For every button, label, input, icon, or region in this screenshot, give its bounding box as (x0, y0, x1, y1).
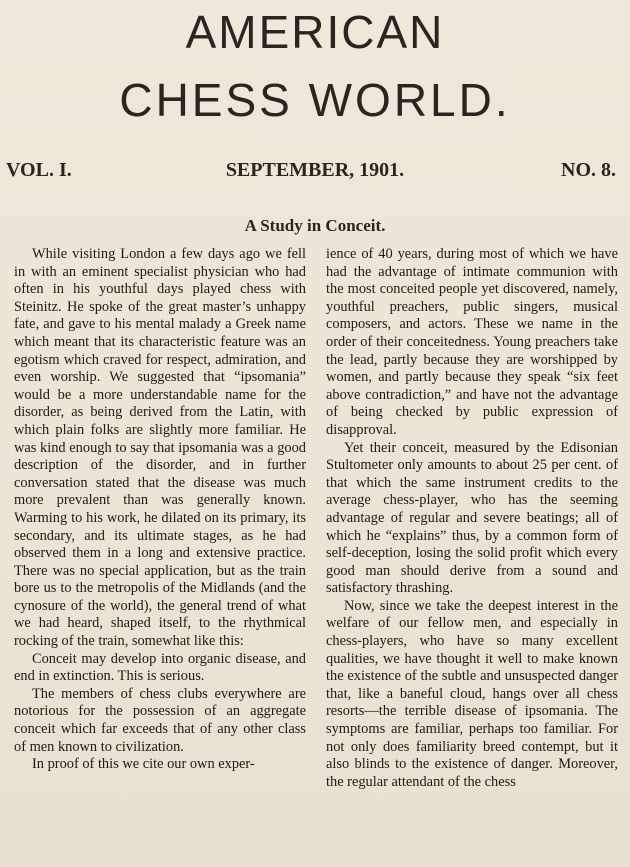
issue-date: SEPTEMBER, 1901. (225, 159, 405, 181)
paragraph: Now, since we take the deepest interest in the welfare of our fellow men, and especially in chess-players, who have so many excellent qualities, we have thought it well to make known the existence of the subtle and unsuspected danger that, like a baneful cloud, hangs over all chess resorts—the terrible disease of ipsomania. The symptoms are familiar, perhaps too familiar. For not only does familiarity breed contempt, but it also blinds to the existence of danger. Moreover, the regular attendant of the chess (326, 597, 618, 790)
article-column-left (14, 246, 306, 774)
paragraph: The members of chess clubs everywhere are notorious for the possession of an aggregate conceit which far exceeds that of any other class of men known to civilization. (14, 685, 306, 755)
masthead-line-2: CHESS WORLD. (119, 74, 511, 126)
masthead-line-1: AMERICAN (185, 6, 445, 58)
volume-label: VOL. I. (6, 159, 72, 181)
paragraph: While visiting London a few days ago we fell in with an eminent specialist physician who had often in his youthful days played chess with Steinitz. He spoke of the great master’s unhappy fate, and gave to his mental malady a Greek name which meant that its characteristic feature was an egotism which craved for respect, admiration, and even worship. We suggested that “ipsomania” would be a more understandable name for the disorder, as being derived from the Latin, with which plain folks are slightly more familiar. He was kind enough to say that ipsomania was a good description of the disorder, and in further conversation stated that the disease was much more prevalent than was generally known. Warming to his work, he dilated on its primary, its secondary, and its ultimate stages, as he had observed them in a long and extensive practice. There was no special application, but as the train bore us to the metropolis of the Midlands (and the cynosure of the world), the general trend of what we had heard, shaped itself, to the rhythmical rocking of the train, somewhat like this: (14, 246, 306, 650)
paragraph: Yet their conceit, measured by the Edisonian Stultometer only amounts to about 25 per cent. of that which the same instrument credits to the average chess-player, who has the seeming advantage of regular and severe beatings; all of which he “explains” thus, by a common form of self-deception, losing the solid profit which every good man should derive from a sound and satisfactory thrashing. (326, 439, 618, 597)
article-column-right (326, 246, 618, 791)
paragraph: In proof of this we cite our own exper- (32, 756, 255, 773)
issue-number: NO. 8. (561, 159, 616, 181)
article-title: A Study in Conceit. (244, 216, 386, 235)
article-body (14, 246, 618, 864)
paragraph: Conceit may develop into organic disease, and end in extinction. This is serious. (14, 650, 306, 685)
issue-info-line (0, 156, 630, 184)
paragraph-continuation: ience of 40 years, during most of which we have had the advantage of intimate communion with the most conceited people yet discovered, namely, youthful preachers, public singers, musical composers, and actors. These we name in the order of their conceitedness. Young preachers take the lead, partly because they are worshipped by women, and partly because they speak “six feet above contradiction,” and have not the advantage of being checked by public expression of disapproval. (326, 246, 618, 438)
